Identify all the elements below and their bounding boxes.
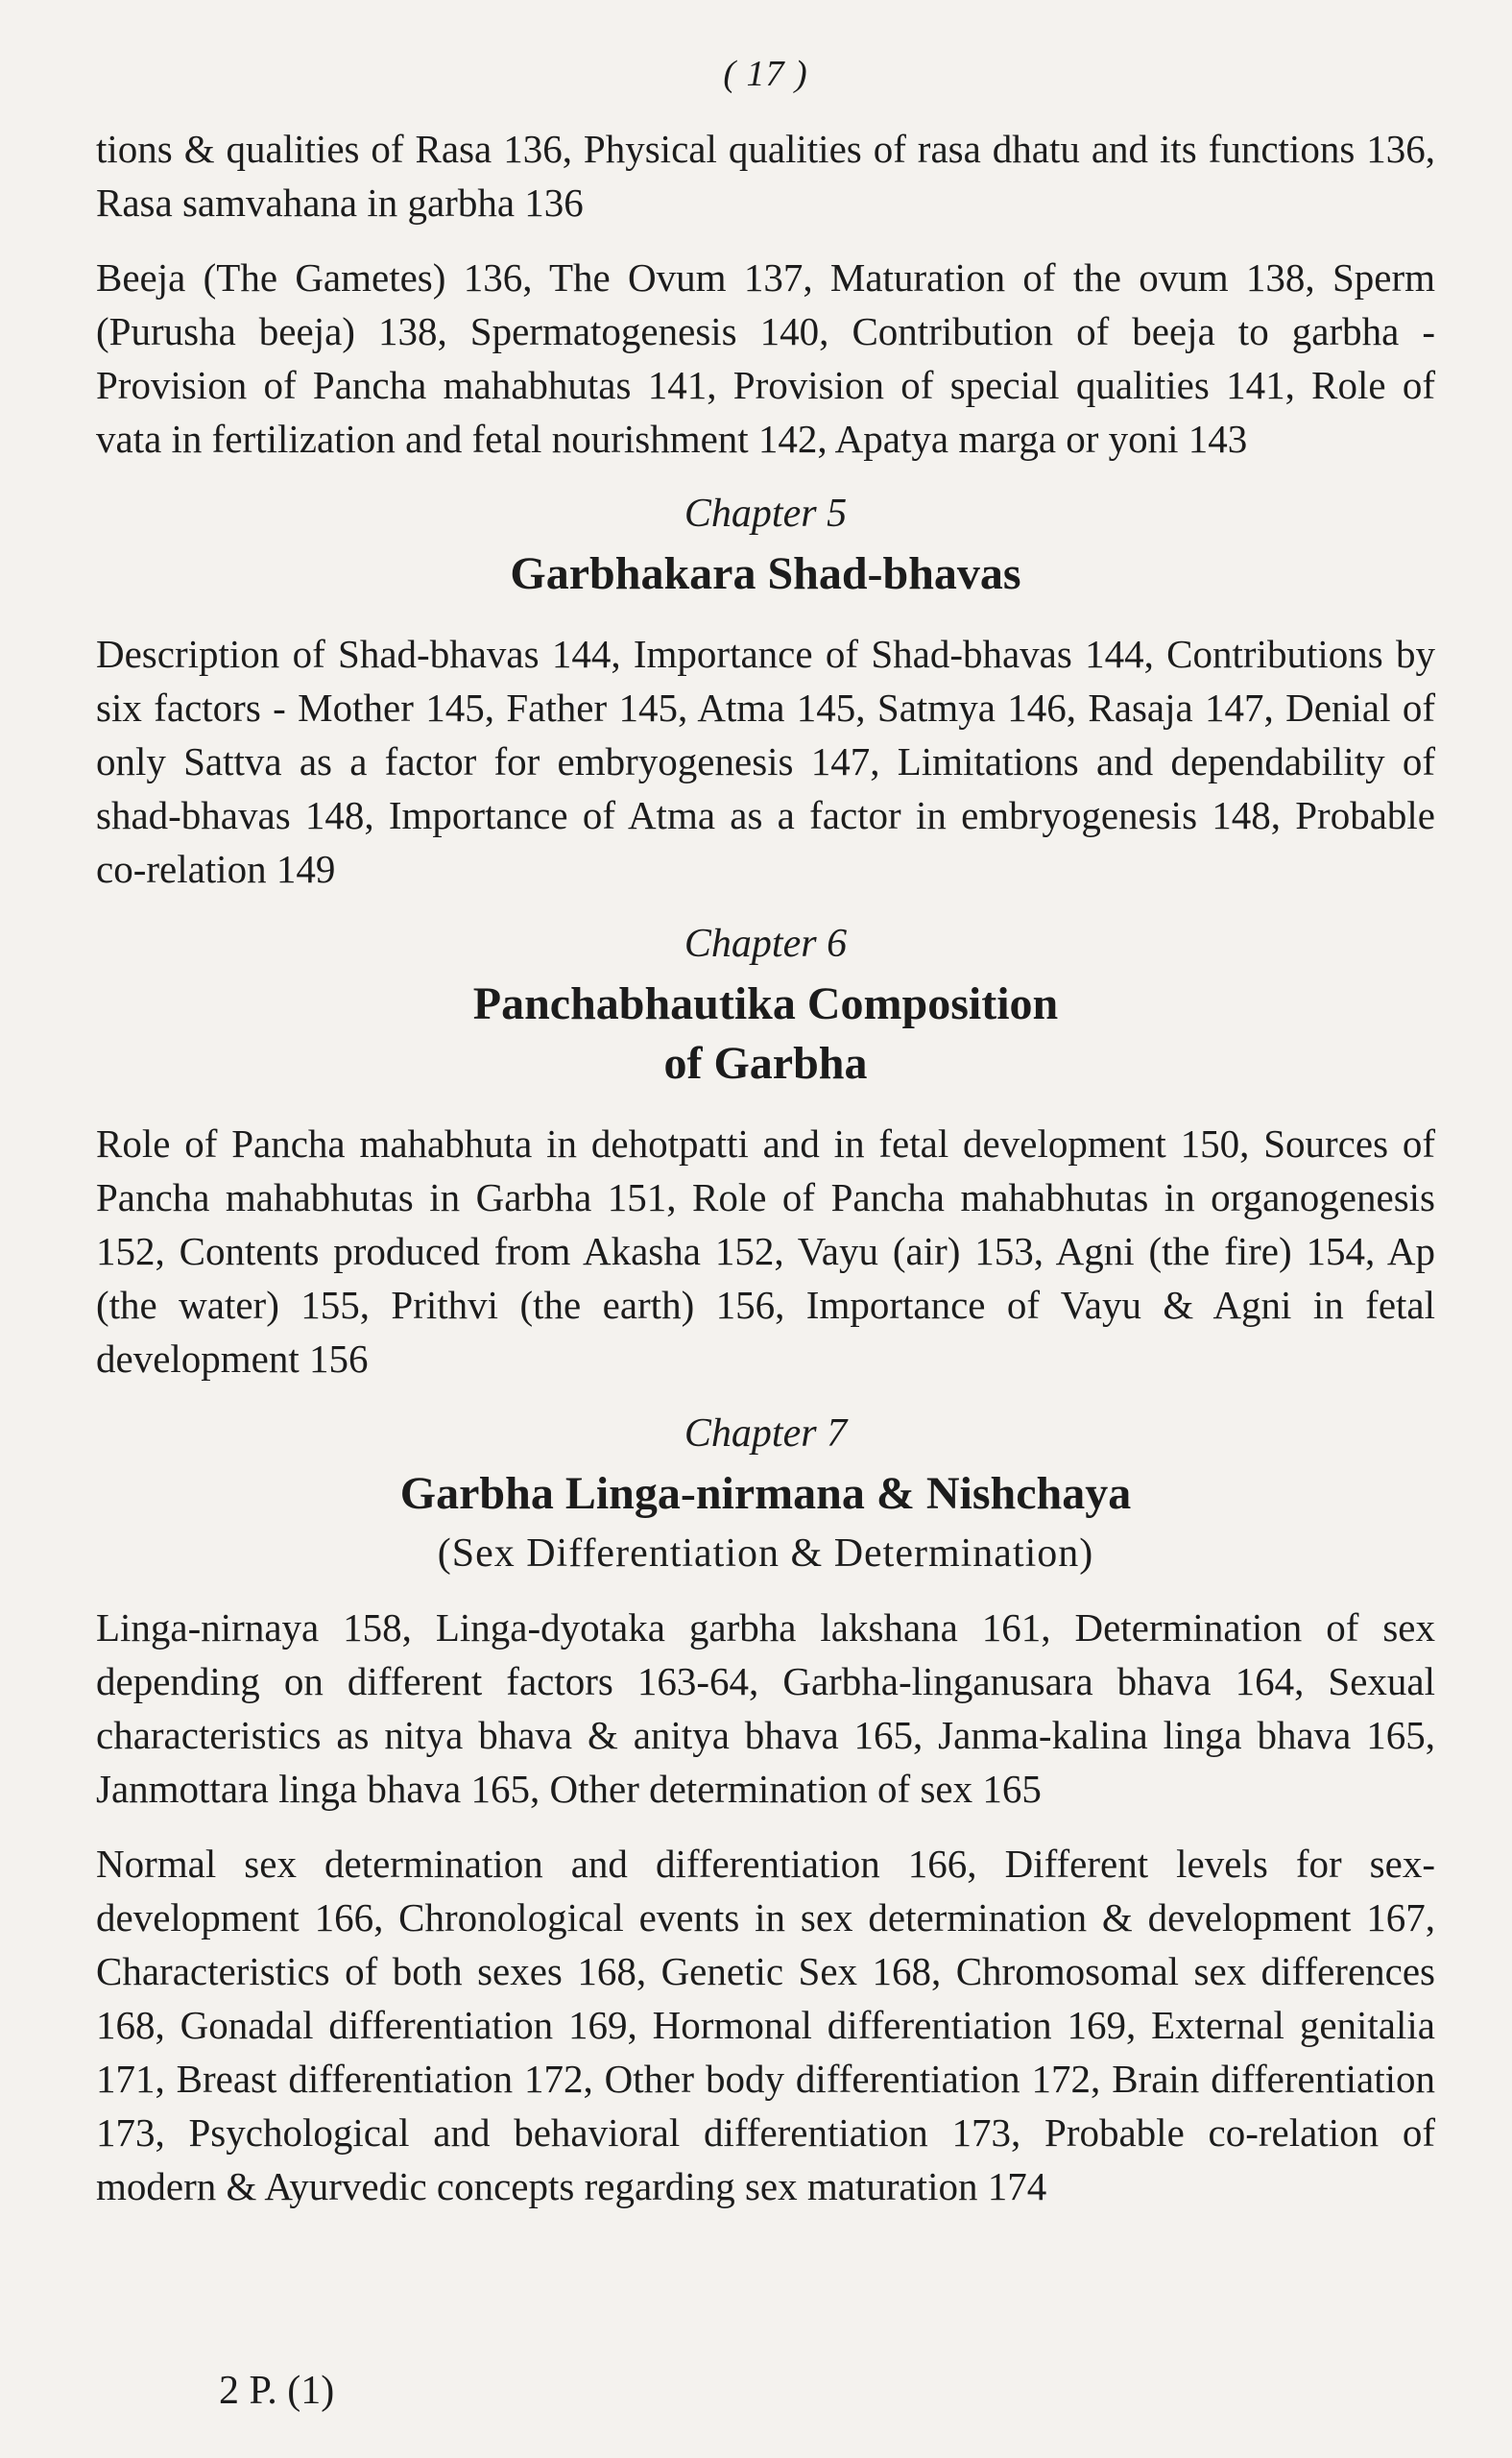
chapter-contents: Role of Pancha mahabhuta in dehotpatti and in fetal development 150, Sources of Pancha mahabhutas in Garbha 151, Role of Pancha mahabhutas in organogenesis 152, Contents produced from Akasha 152, Vayu (air) 153, Agni (the fire) 154, Ap (the water) 155, Prithvi (the earth) 156, Importance of Vayu & Agni in fetal development 156	[96, 1121, 1435, 1381]
chapter-label: Chapter 6	[684, 922, 848, 966]
chapter-subtitle: (Sex Differentiation & Determination)	[437, 1531, 1094, 1576]
chapter-label: Chapter 5	[684, 492, 848, 536]
chapter-title	[96, 975, 1435, 1094]
contents-paragraph: Beeja (The Gametes) 136, The Ovum 137, Maturation of the ovum 138, Sperm (Purusha beeja) 138, Spermatogenesis 140, Contribution of beeja to garbha - Provision of Pancha mahabhutas 141, Provision of special qualities 141, Role of vata in fertilization and fetal nourishment 142, Apatya marga or yoni 143	[96, 255, 1435, 461]
chapter-title-line: Garbha Linga-nirmana & Nishchaya	[399, 1468, 1132, 1519]
signature-mark: 2 P. (1)	[219, 2369, 335, 2413]
chapter-title-line: Garbhakara Shad-bhavas	[510, 548, 1021, 599]
chapter-title	[96, 544, 1435, 604]
chapter-contents: Description of Shad-bhavas 144, Importance of Shad-bhavas 144, Contributions by six factors - Mother 145, Father 145, Atma 145, Satmya 146, Rasaja 147, Denial of only Sattva as a factor for embryogenesis 147, Limitations and dependability of shad-bhavas 148, Importance of Atma as a factor in embryogenesis 148, Probable co-relation 149	[96, 632, 1435, 891]
chapter-title-line: of Garbha	[663, 1038, 868, 1089]
chapter-contents: Linga-nirnaya 158, Linga-dyotaka garbha lakshana 161, Determination of sex depending on different factors 163-64, Garbha-linganusara bhava 164, Sexual characteristics as nitya bhava & anitya bhava 165, Janma-kalina linga bhava 165, Janmottara linga bhava 165, Other determination of sex 165	[96, 1605, 1435, 1811]
chapter-title-line: Panchabhautika Composition	[472, 978, 1059, 1029]
chapter-contents: Normal sex determination and differentiation 166, Different levels for sex-development 166, Chronological events in sex determination & development 167, Characteristics of both sexes 168, Genetic Sex 168, Chromosomal sex differences 168, Gonadal differentiation 169, Hormonal differentiation 169, External genitalia 171, Breast differentiation 172, Other body differentiation 172, Brain differentiation 173, Psychological and behavioral differentiation 173, Probable co-relation of modern & Ayurvedic concepts regarding sex maturation 174	[96, 1842, 1435, 2208]
chapter-title	[96, 1464, 1435, 1524]
page-number: ( 17 )	[723, 54, 808, 94]
chapter-label: Chapter 7	[684, 1411, 848, 1456]
contents-paragraph: tions & qualities of Rasa 136, Physical qualities of rasa dhatu and its functions 136, Rasa samvahana in garbha 136	[96, 127, 1435, 225]
